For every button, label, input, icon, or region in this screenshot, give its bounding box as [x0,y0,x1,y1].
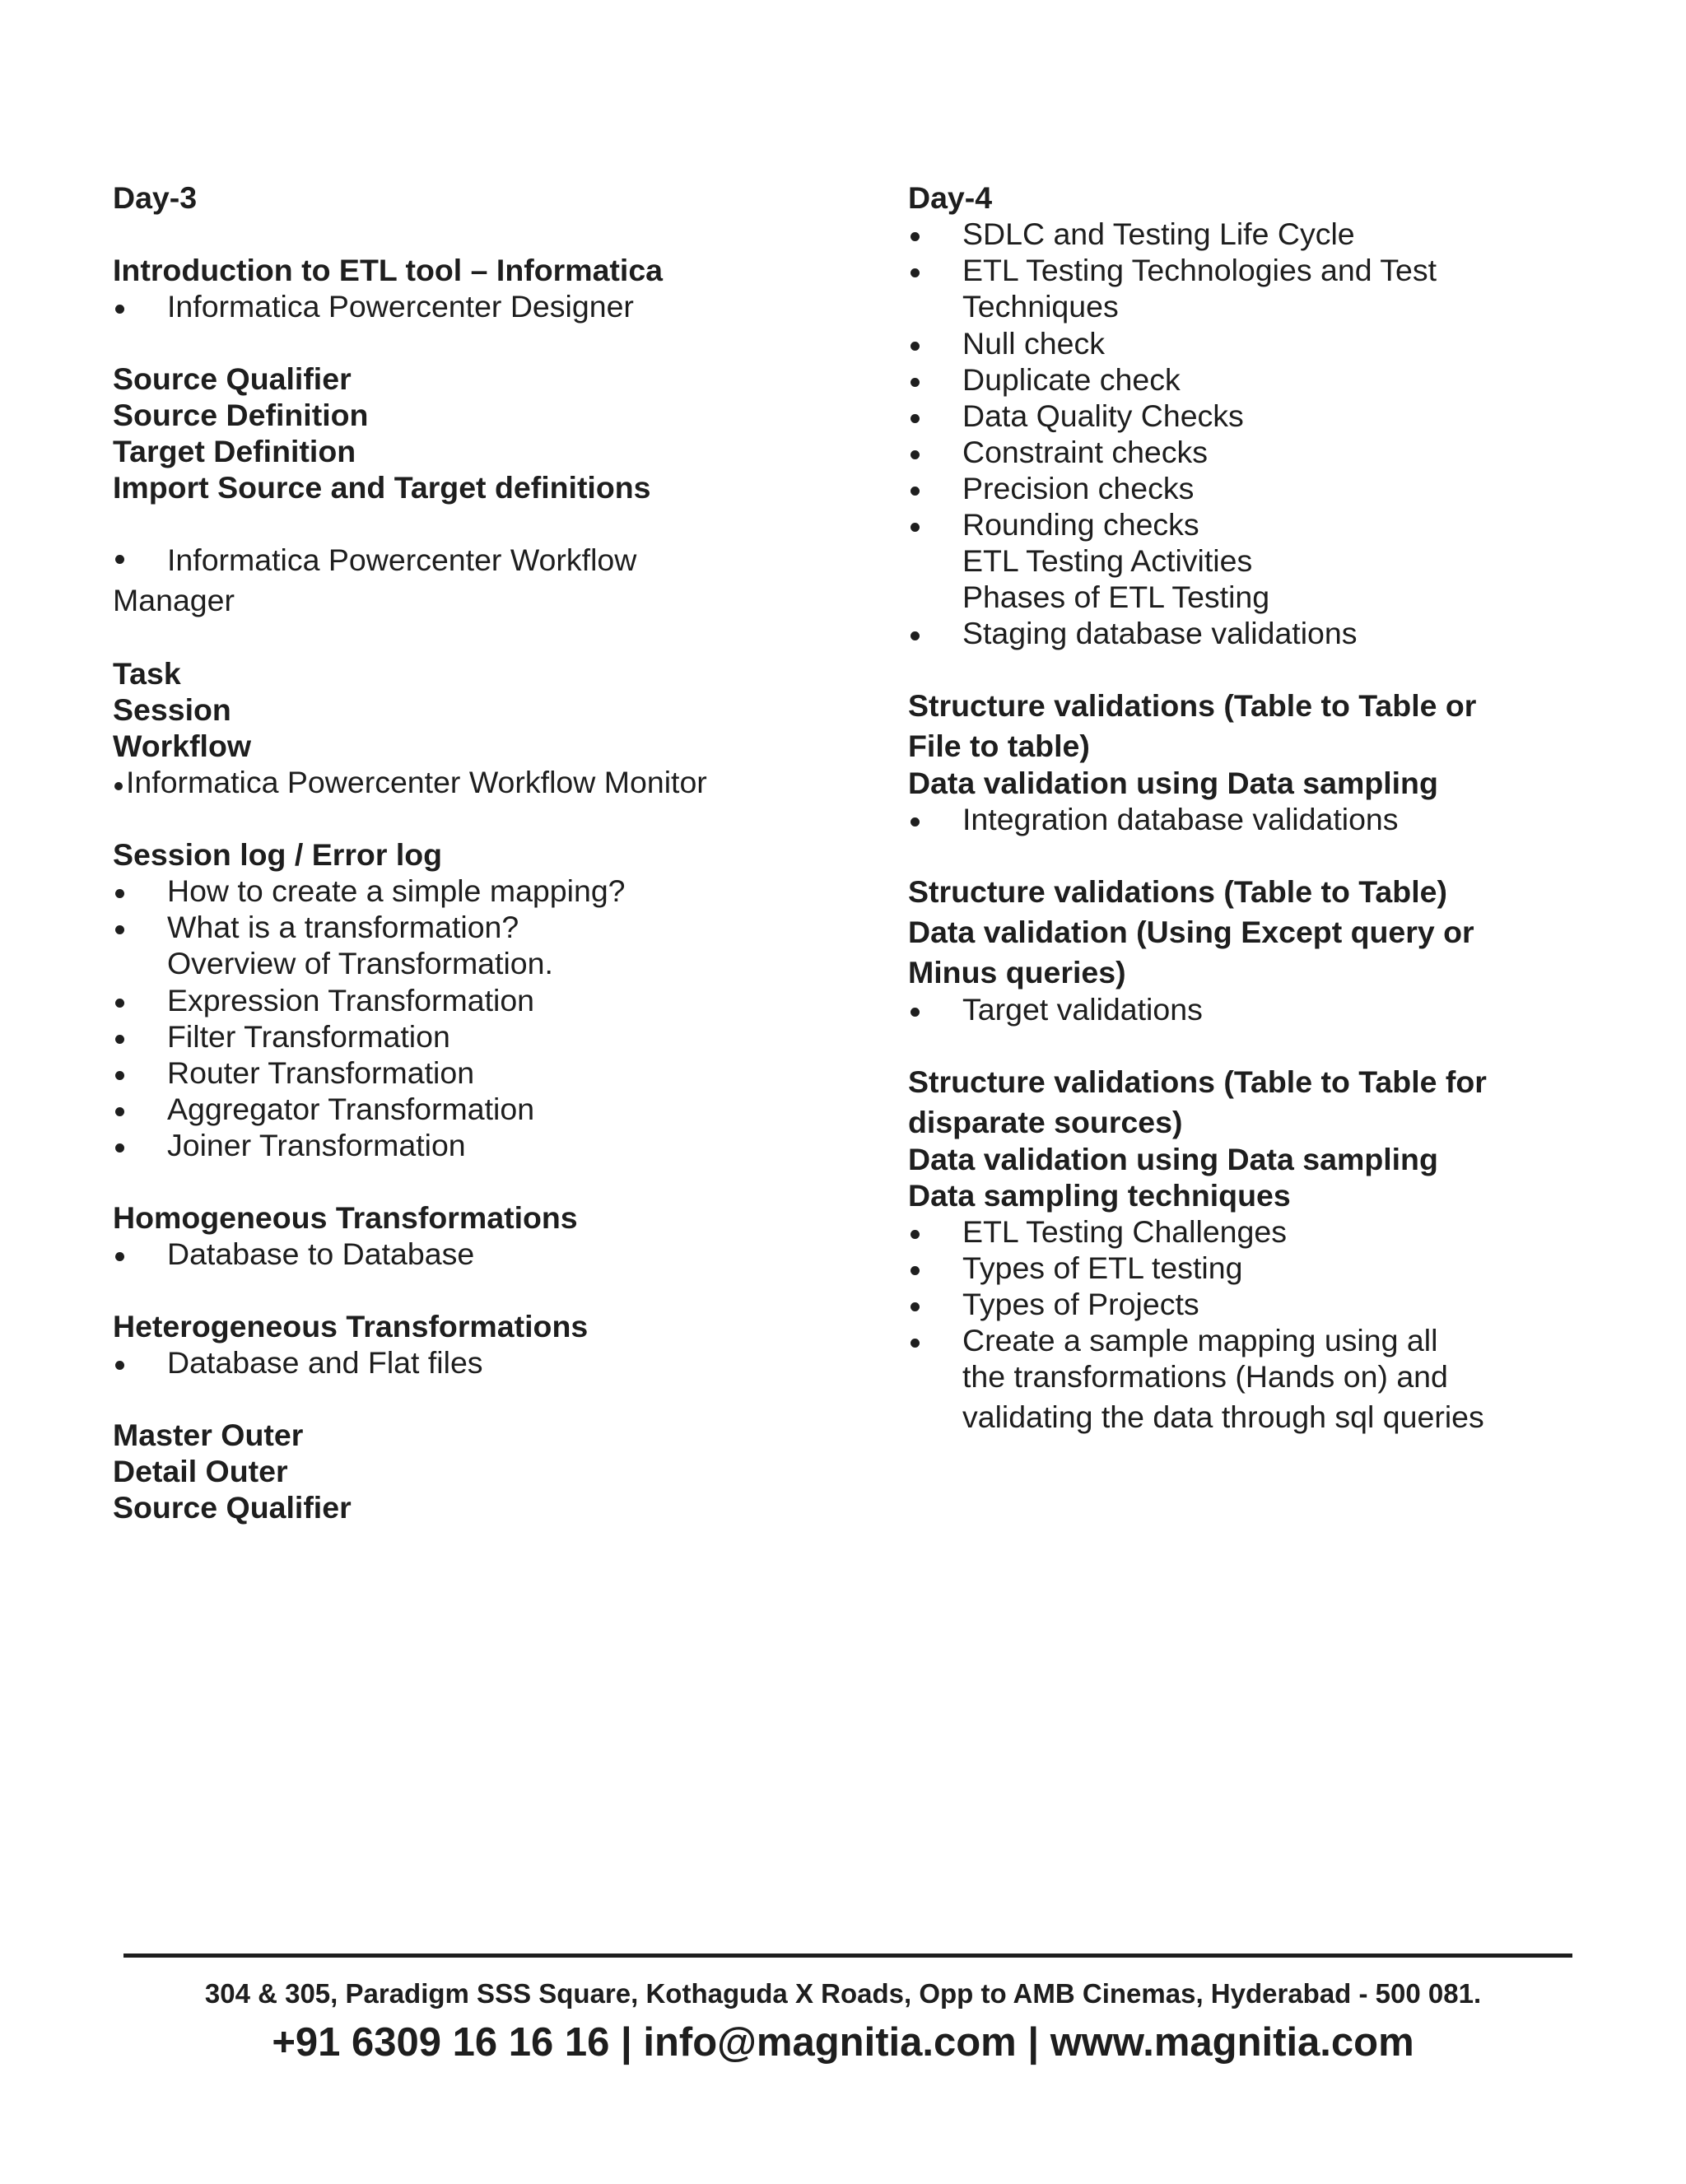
list-item: Filter Transformation [113,1018,854,1055]
list-item-continuation: ETL Testing Activities [962,543,1253,578]
data-validation-heading: Data validation using Data sampling [908,766,1438,800]
list-item-continuation: Manager [113,583,235,617]
sampling-techniques-heading: Data sampling techniques [908,1178,1291,1213]
list-item: Types of Projects [908,1286,1608,1322]
day-3-title: Day-3 [113,180,198,215]
list-item: What is a transformation? [113,909,854,945]
day-3-column [113,179,854,1525]
topic-target-definition: Target Definition [113,434,356,468]
list-item: Rounding checks [908,506,1608,543]
list-item: Database and Flat files [113,1344,854,1381]
topic-source-qualifier-2: Source Qualifier [113,1490,352,1525]
list-item-continuation: Overview of Transformation. [167,946,553,980]
homogeneous-heading: Homogeneous Transformations [113,1200,578,1235]
structure-validation-heading-cont: File to table) [908,729,1090,763]
topic-task: Task [113,656,181,691]
topic-session: Session [113,692,231,727]
list-item: Data Quality Checks [908,398,1608,434]
list-item: ETL Testing Technologies and Test [908,252,1608,288]
list-item: Create a sample mapping using all [908,1322,1608,1358]
list-item: Router Transformation [113,1055,854,1091]
intro-heading: Introduction to ETL tool – Informatica [113,253,664,287]
list-item-continuation: Techniques [962,289,1119,324]
list-item: ETL Testing Challenges [908,1213,1608,1250]
list-item: Target validations [908,991,1608,1027]
list-item: Database to Database [113,1236,854,1272]
list-item: Informatica Powercenter Workflow Monitor [113,764,854,800]
structure-validation-heading: Structure validations (Table to Table or [908,688,1477,723]
structure-validation-heading: Structure validations (Table to Table for [908,1064,1487,1099]
data-validation-heading: Data validation (Using Except query or [908,915,1474,949]
list-item: Staging database validations [908,615,1608,651]
list-item: Null check [908,325,1608,361]
list-item: SDLC and Testing Life Cycle [908,216,1608,252]
day-4-column [908,179,1608,1436]
list-item: Informatica Powercenter Designer [113,288,854,324]
list-item: Precision checks [908,470,1608,506]
list-item: Integration database validations [908,801,1608,837]
list-item: Informatica Powercenter Workflow [113,538,854,582]
heterogeneous-heading: Heterogeneous Transformations [113,1309,589,1343]
topic-workflow: Workflow [113,729,252,763]
footer-contact: +91 6309 16 16 16 | info@magnitia.com | www.magnitia.com [272,2020,1414,2065]
topic-detail-outer: Detail Outer [113,1454,288,1488]
day-4-title: Day-4 [908,180,993,215]
structure-validation-heading-cont: disparate sources) [908,1105,1183,1139]
list-item: Joiner Transformation [113,1127,854,1163]
list-item: How to create a simple mapping? [113,873,854,909]
list-item: Types of ETL testing [908,1250,1608,1286]
topic-master-outer: Master Outer [113,1418,304,1452]
list-item: Expression Transformation [113,982,854,1018]
footer-address: 304 & 305, Paradigm SSS Square, Kothaguda X Roads, Opp to AMB Cinemas, Hyderabad - 500 081. [204,1978,1482,2009]
structure-validation-heading: Structure validations (Table to Table) [908,874,1447,909]
topic-import-definitions: Import Source and Target definitions [113,470,651,505]
list-item-continuation: Phases of ETL Testing [962,580,1270,614]
data-validation-heading: Data validation using Data sampling [908,1142,1438,1176]
data-validation-heading-cont: Minus queries) [908,955,1126,990]
footer-divider [123,1953,1572,1958]
list-item-continuation: validating the data through sql queries [962,1399,1484,1434]
session-log-heading: Session log / Error log [113,837,443,872]
list-item: Aggregator Transformation [113,1091,854,1127]
topic-source-definition: Source Definition [113,398,369,432]
list-item: Constraint checks [908,434,1608,470]
list-item: Duplicate check [908,361,1608,398]
topic-source-qualifier: Source Qualifier [113,361,352,396]
list-item-continuation: the transformations (Hands on) and [962,1359,1448,1394]
